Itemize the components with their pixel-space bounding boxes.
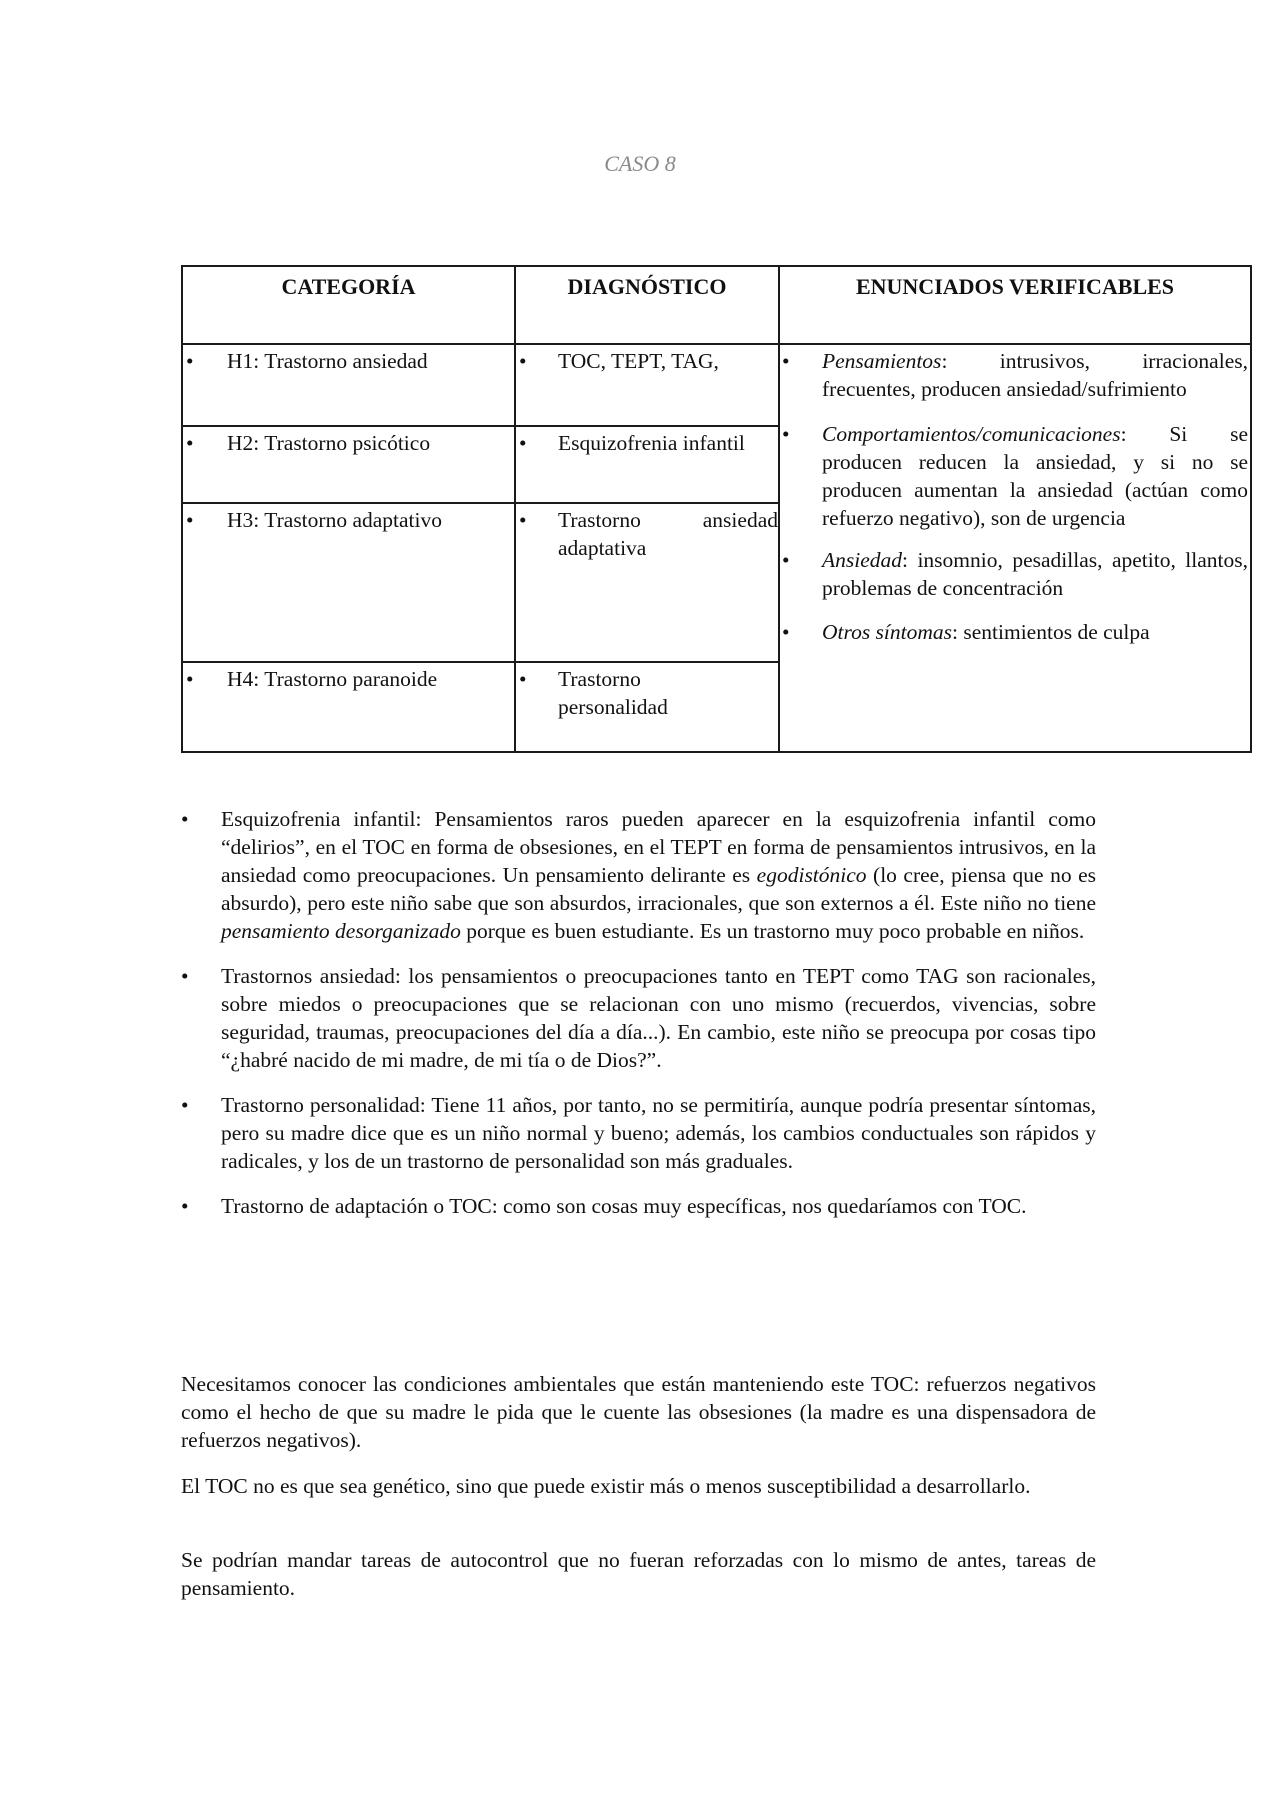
table-border-left: [181, 265, 183, 753]
header-category: CATEGORÍA: [281, 274, 416, 299]
hypotheses-table: CATEGORÍA DIAGNÓSTICO ENUNCIADOS VERIFICABLES • H1: Trastorno ansiedad • H2: Trastorno psicótico • H3: Trastorno adaptativo • H4: Trastorno paranoide • TOC, TEPT, TAG, • Esquizofrenia infantil • Trastorno ansiedad adaptativa • Trastorno personalidad • Pensamientos: intrusivos, irracionales, frecuentes, producen ansiedad/sufrimiento • Comportamientos/comunicaciones: Si se producen reducen la ansiedad, y si no se producen aumentan la ansiedad (actúan como refuerzo negativo), son de urgencia • Ansiedad: insomnio, pesadillas, apetito, llantos, problemas de concentración • Otros síntomas: sentimientos de culpa: [181, 265, 1252, 753]
header-diagnosis: DIAGNÓSTICO: [567, 274, 727, 299]
table-row-divider: [181, 661, 780, 663]
table-col-divider: [514, 265, 516, 753]
list-item: • Trastorno personalidad: Tiene 11 años, por tanto, no se permitiría, aunque podría presentar síntomas, pero su madre dice que es un niño normal y bueno; además, los cambios conductuales son rápidos y radicales, y los de un trastorno de personalidad son más graduales.: [181, 1093, 1096, 1173]
table-border-right: [1250, 265, 1252, 753]
differential-analysis-list: [181, 805, 1096, 1237]
paragraph-genetics: El TOC no es que sea genético, sino que puede existir más o menos susceptibilidad a desarrollarlo.: [181, 1474, 1031, 1498]
table-row-divider: [181, 425, 780, 427]
table-border-bottom: [181, 751, 1252, 753]
list-item: • Esquizofrenia infantil: Pensamientos raros pueden aparecer en la esquizofrenia infantil como “delirios”, en el TOC en forma de obsesiones, en el TEPT en forma de pensamientos intrusivos, en la ansiedad como preocupaciones. Un pensamiento delirante es egodistónico (lo cree, piensa que no es absurdo), pero este niño sabe que son absurdos, irracionales, que son externos a él. Este niño no tiene pensamiento desorganizado porque es buen estudiante. Es un trastorno muy poco probable en niños.: [181, 807, 1096, 943]
table-row-divider: [181, 502, 780, 504]
table-border-top: [181, 265, 1252, 267]
header-statements: ENUNCIADOS VERIFICABLES: [855, 274, 1175, 299]
list-item: • Trastorno de adaptación o TOC: como son cosas muy específicas, nos quedaríamos con TOC.: [181, 1194, 1027, 1218]
paragraph-tasks: Se podrían mandar tareas de autocontrol que no fueran reforzadas con lo mismo de antes, tareas de pensamiento.: [181, 1548, 1096, 1600]
list-item: • Trastornos ansiedad: los pensamientos o preocupaciones tanto en TEPT como TAG son racionales, sobre miedos o preocupaciones que se relacionan con uno mismo (recuerdos, vivencias, sobre seguridad, traumas, preocupaciones del día a día...). En cambio, este niño se preocupa por cosas tipo “¿habré nacido de mi madre, de mi tía o de Dios?”.: [181, 964, 1096, 1072]
table-col-divider: [778, 265, 780, 753]
paragraph-environment: Necesitamos conocer las condiciones ambientales que están manteniendo este TOC: refuerzos negativos como el hecho de que su madre le pida que le cuente las obsesiones (la madre es una dispensadora de refuerzos negativos).: [181, 1372, 1096, 1452]
page-title: CASO 8: [604, 151, 676, 176]
table-row-divider: [181, 343, 1252, 345]
